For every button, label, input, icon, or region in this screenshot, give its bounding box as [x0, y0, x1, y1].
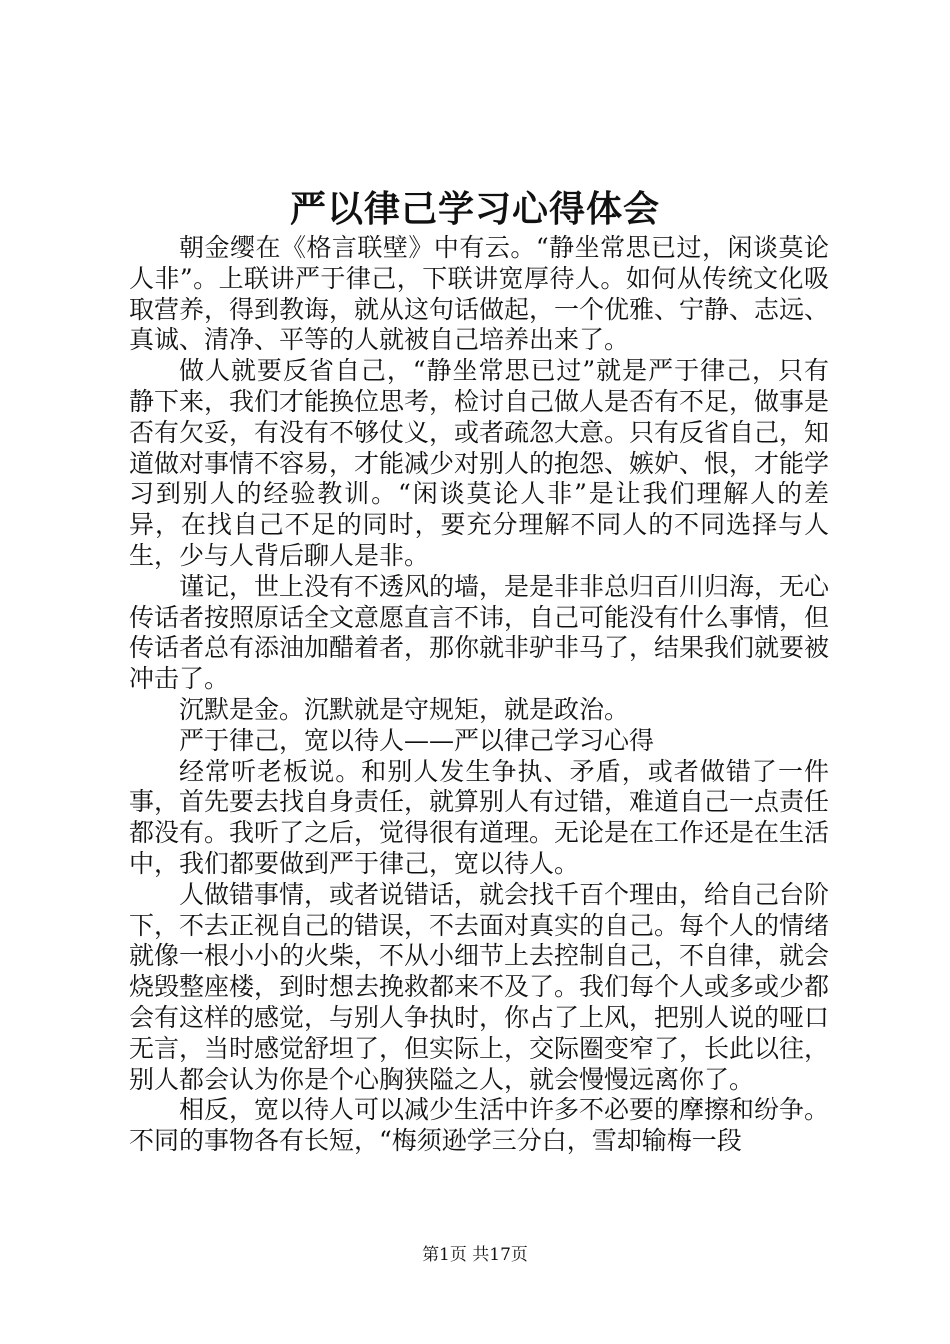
page-number-footer: 第1页 共17页	[422, 1245, 528, 1265]
paragraph: 相反，宽以待人可以减少生活中许多不必要的摩擦和纷争。不同的事物各有长短，“梅须逊学三分白，雪却输梅一段	[129, 1095, 830, 1156]
document-body	[129, 233, 829, 1157]
paragraph: 朝金缨在《格言联壁》中有云。“静坐常思已过，闲谈莫论人非”。上联讲严于律己，下联讲宽厚待人。如何从传统文化吸取营养，得到教诲，就从这句话做起，一个优雅、宁静、志远、真诚、清净、平等的人就被自己培养出来了。	[129, 233, 830, 355]
paragraph: 经常听老板说。和别人发生争执、矛盾，或者做错了一件事，首先要去找自身责任，就算别人有过错，难道自己一点责任都没有。我听了之后，觉得很有道理。无论是在工作还是在生活中，我们都要做到严于律己，宽以待人。	[129, 756, 830, 878]
document-title: 严以律己学习心得体会	[289, 188, 660, 230]
paragraph: 沉默是金。沉默就是守规矩，就是政治。	[179, 694, 630, 724]
paragraph: 做人就要反省自己，“静坐常思已过”就是严于律己，只有静下来，我们才能换位思考，检讨自己做人是否有不足，做事是否有欠妥，有没有不够仗义，或者疏忽大意。只有反省自己，知道做对事情不容易，才能减少对别人的抱怨、嫉妒、恨，才能学习到别人的经验教训。“闲谈莫论人非”是让我们理解人的差异，在找自己不足的同时，要充分理解不同人的不同选择与人生，少与人背后聊人是非。	[129, 356, 830, 570]
paragraph: 严于律己，宽以待人——严以律己学习心得	[179, 725, 655, 755]
paragraph: 谨记，世上没有不透风的墙，是是非非总归百川归海，无心传话者按照原话全文意愿直言不讳，自己可能没有什么事情，但传话者总有添油加醋着者，那你就非驴非马了，结果我们就要被冲击了。	[129, 571, 830, 694]
paragraph: 人做错事情，或者说错话，就会找千百个理由，给自己台阶下，不去正视自己的错误，不去面对真实的自己。每个人的情绪就像一根小小的火柴，不从小细节上去控制自己，不自律，就会烧毁整座楼，到时想去挽救都来不及了。我们每个人或多或少都会有这样的感觉，与别人争执时，你占了上风，把别人说的哑口无言，当时感觉舒坦了，但实际上，交际圈变窄了，长此以往，别人都会认为你是个心胸狭隘之人，就会慢慢远离你了。	[129, 879, 830, 1094]
